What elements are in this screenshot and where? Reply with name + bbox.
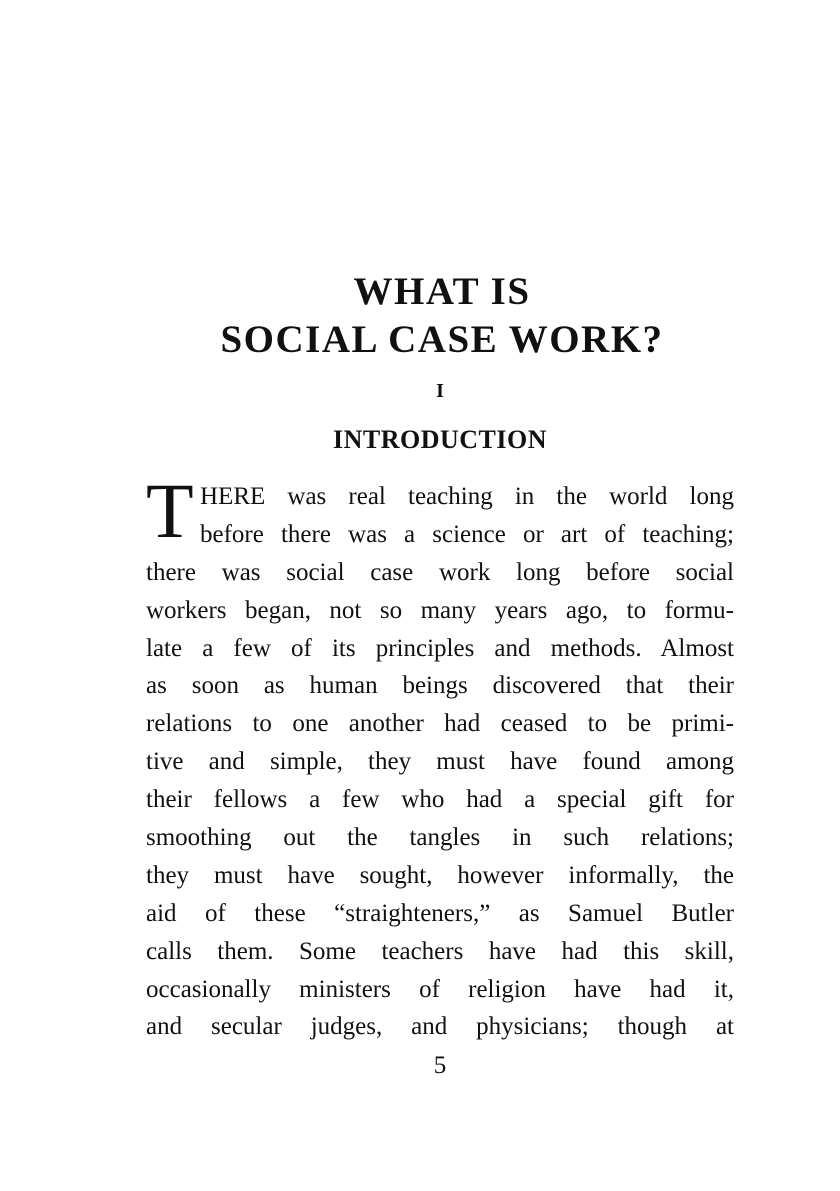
body-line: smoothing out the tangles in such relations;	[146, 824, 734, 852]
body-line: they must have sought, however informally, the	[146, 861, 734, 889]
chapter-title: INTRODUCTION	[332, 425, 548, 454]
body-line: there was social case work long before social	[146, 558, 734, 586]
body-paragraph	[146, 478, 734, 1046]
body-line: occasionally ministers of religion have had it,	[146, 975, 734, 1003]
title-line-2: SOCIAL CASE WORK?	[220, 318, 664, 361]
title-line-1: WHAT IS	[353, 270, 531, 313]
drop-cap-letter: T	[146, 467, 194, 554]
body-line: before there was a science or art of teaching;	[200, 520, 734, 548]
body-line: calls them. Some teachers have had this skill,	[146, 937, 734, 965]
body-line: tive and simple, they must have found among	[146, 748, 734, 776]
book-title	[0, 268, 840, 364]
page-number: 5	[433, 1052, 447, 1079]
body-line: and secular judges, and physicians; though at	[146, 1013, 734, 1041]
body-line: late a few of its principles and methods. Almost	[146, 634, 734, 662]
body-line: relations to one another had ceased to be primi-	[146, 710, 734, 738]
chapter-number: I	[436, 380, 444, 402]
body-line: their fellows a few who had a special gift for	[146, 786, 734, 814]
body-line: as soon as human beings discovered that their	[146, 672, 734, 700]
body-line: HERE was real teaching in the world long	[200, 483, 734, 510]
body-line: workers began, not so many years ago, to formu-	[146, 596, 734, 624]
body-line: aid of these “straighteners,” as Samuel Butler	[146, 899, 734, 927]
